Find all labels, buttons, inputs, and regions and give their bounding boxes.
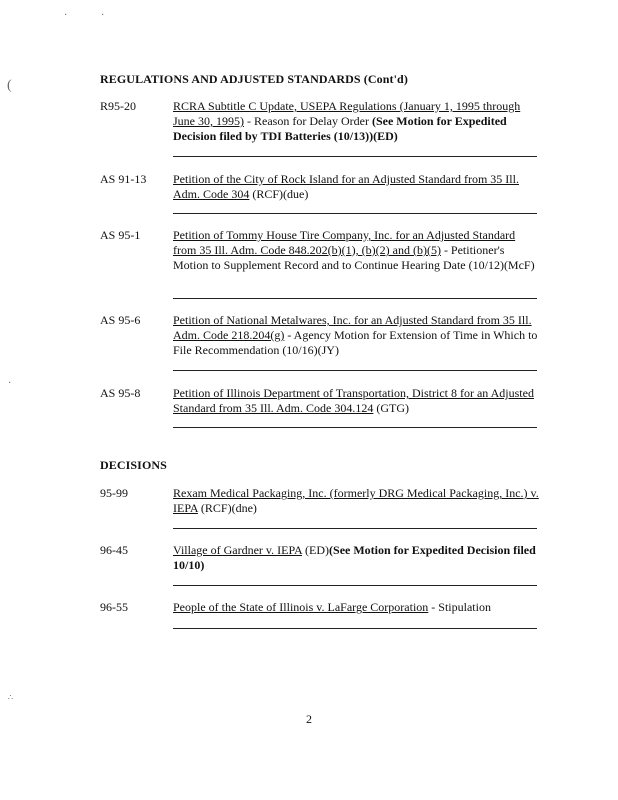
case-title: People of the State of Illinois v. LaFarge Corporation	[173, 600, 429, 614]
docket-number: AS 95-1	[100, 228, 141, 242]
separator-line	[173, 156, 537, 157]
docket-description	[173, 486, 539, 516]
separator-line	[173, 370, 537, 371]
case-title: Petition of Tommy House Tire Company, Inc. for an Adjusted Standard from 35 Ill. Adm. Code 848.202(b)(1), (b)(2) and (b)(5)	[173, 228, 516, 257]
case-title: RCRA Subtitle C Update, USEPA Regulations (January 1, 1995 through June 30, 1995)	[173, 99, 521, 128]
separator-line	[173, 585, 537, 586]
case-detail: (RCF)(dne)	[197, 501, 257, 515]
case-title: Petition of Illinois Department of Transportation, District 8 for an Adjusted Standard from 35 Ill. Adm. Code 304.124	[173, 386, 534, 415]
case-detail: (GTG)	[373, 401, 409, 415]
docket-description	[173, 313, 539, 358]
case-title: Rexam Medical Packaging, Inc. (formerly DRG Medical Packaging, Inc.) v. IEPA	[173, 486, 539, 515]
docket-description	[173, 386, 539, 416]
docket-description	[173, 543, 539, 573]
scan-mark: (	[7, 78, 12, 93]
separator-line	[173, 298, 537, 299]
docket-description	[173, 172, 539, 202]
separator-line	[173, 427, 537, 428]
case-detail: - Stipulation	[428, 600, 491, 614]
section-header-decisions: DECISIONS	[100, 458, 167, 472]
section-header-regulations: REGULATIONS AND ADJUSTED STANDARDS (Cont'd)	[100, 72, 408, 86]
separator-line	[173, 213, 537, 214]
case-detail: - Petitioner's Motion to Supplement Record and to Continue Hearing Date (10/12)(McF)	[173, 243, 535, 272]
case-detail-bold: (See Motion for Expedited Decision filed 10/10)	[173, 543, 536, 572]
docket-description	[173, 600, 539, 615]
case-detail: (ED)	[302, 543, 330, 557]
docket-description	[173, 228, 539, 273]
docket-number: 96-55	[100, 600, 128, 614]
scan-mark: ·	[64, 10, 68, 21]
case-title: Petition of National Metalwares, Inc. for an Adjusted Standard from 35 Ill. Adm. Code 218.204(g)	[173, 313, 532, 342]
separator-line	[173, 528, 537, 529]
docket-number: 95-99	[100, 486, 128, 500]
case-title: Village of Gardner v. IEPA	[173, 543, 303, 557]
docket-number: AS 95-6	[100, 313, 141, 327]
scan-mark: ·	[8, 378, 12, 389]
docket-description	[173, 99, 539, 144]
scan-mark: ∴	[8, 693, 14, 702]
docket-number: 96-45	[100, 543, 128, 557]
case-title: Petition of the City of Rock Island for an Adjusted Standard from 35 Ill. Adm. Code 304	[173, 172, 519, 201]
case-detail: - Reason for Delay Order	[244, 114, 372, 128]
docket-number: R95-20	[100, 99, 136, 113]
case-detail: - Agency Motion for Extension of Time in Which to File Recommendation (10/16)(JY)	[173, 328, 538, 357]
page-number: 2	[306, 712, 312, 726]
scan-mark: ·	[101, 10, 105, 21]
docket-number: AS 95-8	[100, 386, 141, 400]
case-detail-bold: (See Motion for Expedited Decision filed by TDI Batteries (10/13))(ED)	[173, 114, 507, 143]
case-detail: (RCF)(due)	[249, 187, 309, 201]
separator-line	[173, 628, 537, 629]
docket-number: AS 91-13	[100, 172, 147, 186]
